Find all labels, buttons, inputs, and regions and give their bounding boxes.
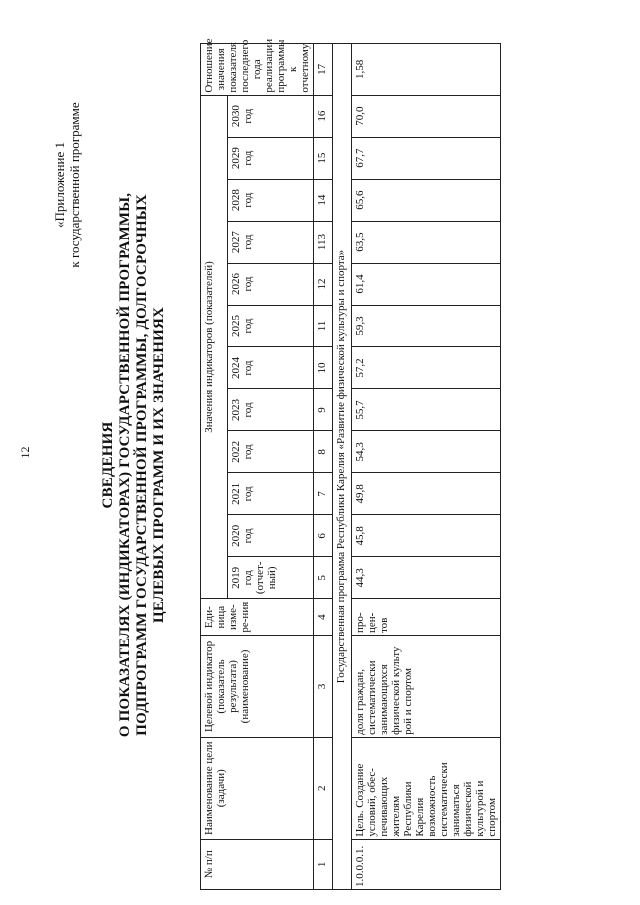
col-number: 8 (314, 431, 333, 473)
col-number: 6 (314, 515, 333, 557)
title-line-3: ПОДПРОГРАММ ГОСУДАРСТВЕННОЙ ПРОГРАММЫ, ДОЛГОСРОЧНЫХ (134, 194, 150, 736)
header-unit: Еди-ница изме-ре-ния (201, 599, 314, 636)
row-value: 54,3 (352, 431, 501, 473)
row-value: 49,8 (352, 473, 501, 515)
header-year: 2028 год (228, 179, 314, 221)
document-title (100, 155, 168, 775)
col-number: 4 (314, 599, 333, 636)
col-number: 7 (314, 473, 333, 515)
title-line-1: СВЕДЕНИЯ (100, 421, 116, 509)
col-number: 14 (314, 179, 333, 221)
col-number: 9 (314, 389, 333, 431)
col-number: 17 (314, 44, 333, 96)
annex-line-1: «Приложение 1 (52, 141, 67, 229)
col-number: 1 (314, 839, 333, 889)
row-value: 59,3 (352, 305, 501, 347)
header-year: 2020 год (228, 515, 314, 557)
header-year: 2024 год (228, 347, 314, 389)
row-goal: Цель. Создание условий, обес-печивающих жителям Республики Карелия возможность систематически заниматься физической культурой и спортом (352, 737, 501, 839)
row-ratio: 1,58 (352, 44, 501, 96)
row-indicator: доля граждан, систематически занимающихся физической культу рой и спортом (352, 636, 501, 738)
col-number: 10 (314, 347, 333, 389)
header-year: 2029 год (228, 137, 314, 179)
page-number: 12 (18, 446, 32, 459)
row-value: 65,6 (352, 179, 501, 221)
col-number: 2 (314, 737, 333, 839)
column-number-row (314, 44, 333, 890)
row-value: 61,4 (352, 263, 501, 305)
header-year: 2021 год (228, 473, 314, 515)
row-value: 67,7 (352, 137, 501, 179)
col-number: 113 (314, 221, 333, 263)
annex-note (52, 65, 82, 305)
row-unit: про-цен-тов (352, 599, 501, 636)
annex-line-2: к государственной программе (67, 102, 82, 268)
title-line-4: ЦЕЛЕВЫХ ПРОГРАММ И ИХ ЗНАЧЕНИЯХ (151, 306, 167, 624)
header-year: 2025 год (228, 305, 314, 347)
indicators-table (200, 38, 501, 890)
col-number: 16 (314, 95, 333, 137)
title-line-2: О ПОКАЗАТЕЛЯХ (ИНДИКАТОРАХ) ГОСУДАРСТВЕННОЙ ПРОГРАММЫ, (117, 192, 133, 738)
header-values-group: Значения индикаторов (показателей) (201, 95, 228, 599)
header-indicator: Целевой индикатор (показатель результата) (наименование) (201, 636, 314, 738)
row-value: 63,5 (352, 221, 501, 263)
header-num: № п/п (201, 839, 314, 889)
row-num: 1.0.0.0.1. (352, 839, 501, 889)
header-year: 2019 год (отчет-ный) (228, 557, 314, 599)
program-title-row (333, 44, 352, 890)
table-row (352, 44, 501, 890)
col-number: 15 (314, 137, 333, 179)
row-value: 45,8 (352, 515, 501, 557)
header-year: 2022 год (228, 431, 314, 473)
header-ratio: Отношение значения показателя последнего года реализации программы к отчетному (201, 44, 314, 96)
header-year: 2027 год (228, 221, 314, 263)
header-year: 2023 год (228, 389, 314, 431)
header-year: 2030 год (228, 95, 314, 137)
col-number: 11 (314, 305, 333, 347)
header-row-1 (201, 44, 228, 890)
col-number: 12 (314, 263, 333, 305)
program-title: Государственная программа Республики Карелия «Развитие физической культуры и спорта» (333, 44, 352, 890)
header-year: 2026 год (228, 263, 314, 305)
col-number: 5 (314, 557, 333, 599)
row-value: 57,2 (352, 347, 501, 389)
col-number: 3 (314, 636, 333, 738)
row-value: 70,0 (352, 95, 501, 137)
header-goal: Наименование цели (задачи) (201, 737, 314, 839)
row-value: 55,7 (352, 389, 501, 431)
row-value: 44,3 (352, 557, 501, 599)
